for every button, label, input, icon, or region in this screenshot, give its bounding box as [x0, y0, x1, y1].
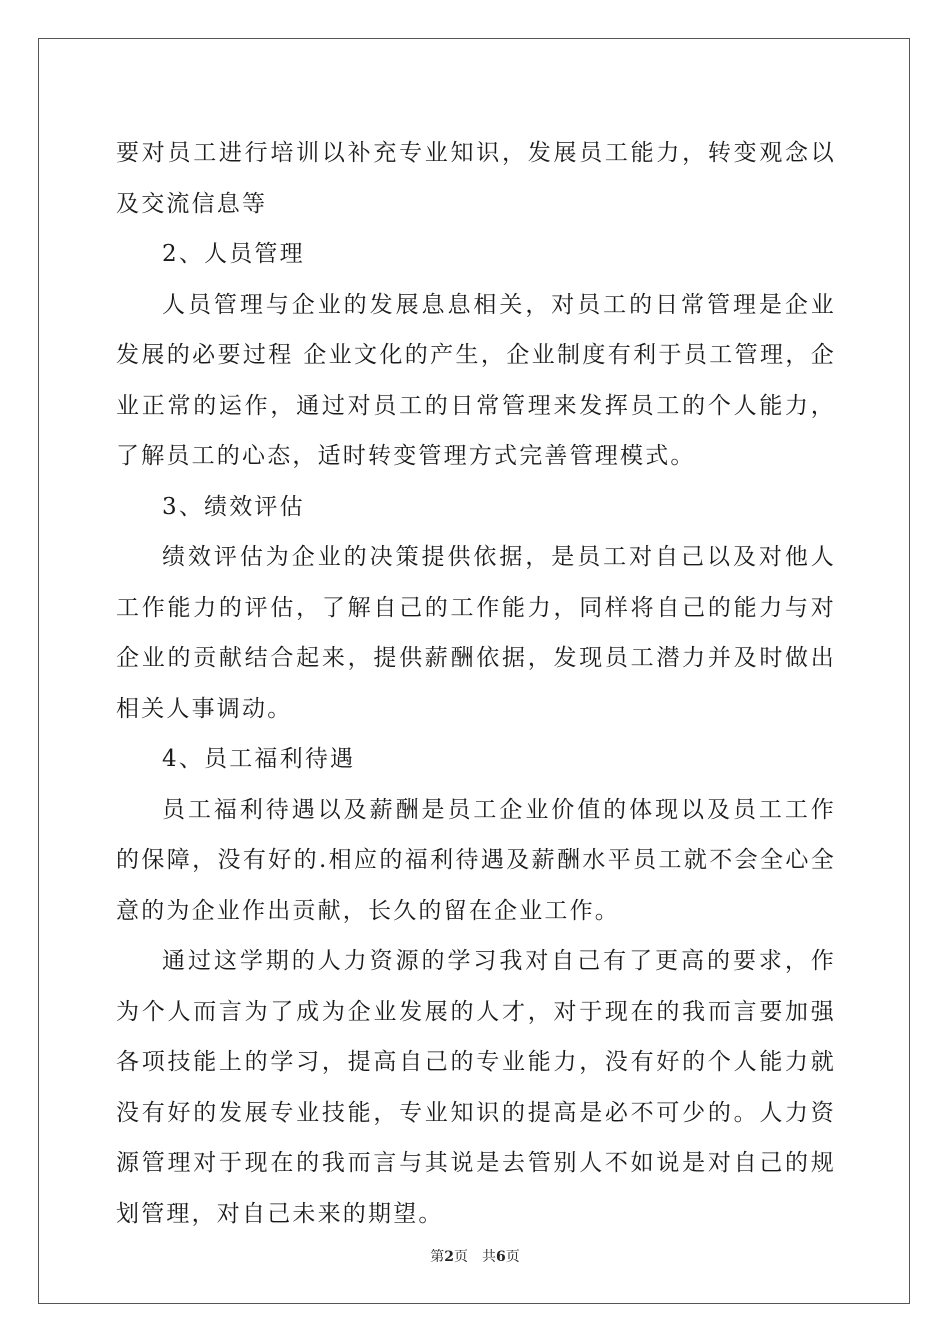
section-heading-personnel-management: 2、人员管理: [162, 241, 305, 267]
total-pages: 6: [496, 1249, 506, 1265]
page-suffix: 页: [454, 1249, 468, 1265]
section-heading-employee-benefits: 4、员工福利待遇: [162, 746, 356, 772]
page-number: 2: [444, 1249, 454, 1265]
section-heading-performance-evaluation: 3、绩效评估: [162, 493, 305, 520]
paragraph-personnel-management: 人员管理与企业的发展息息相关，对员工的日常管理是企业发展的必要过程 企业文化的产生，企业制度有利于员工管理，企业正常的运作，通过对员工的日常管理来发挥员工的个人能力，了解员工的心态，适时转变管理方式完善管理模式。: [116, 291, 836, 469]
paragraph-performance-evaluation: 绩效评估为企业的决策提供依据，是员工对自己以及对他人工作能力的评估，了解自己的工作能力，同样将自己的能力与对企业的贡献结合起来，提供薪酬依据，发现员工潜力并及时做出相关人事调动。: [116, 544, 836, 722]
paragraph-intro-continuation: 要对员工进行培训以补充专业知识，发展员工能力，转变观念以及交流信息等: [116, 140, 836, 217]
total-suffix: 页: [505, 1249, 520, 1265]
total-prefix: 共: [482, 1249, 496, 1265]
paragraph-conclusion: 通过这学期的人力资源的学习我对自己有了更高的要求，作为个人而言为了成为企业发展的人才，对于现在的我而言要加强各项技能上的学习，提高自己的专业能力，没有好的个人能力就没有好的发展专业技能，专业知识的提高是必不可少的。人力资源管理对于现在的我而言与其说是去管别人不如说是对自己的规划管理，对自己未来的期望。: [116, 948, 836, 1227]
document-body: [116, 128, 836, 1239]
paragraph-employee-benefits: 员工福利待遇以及薪酬是员工企业价值的体现以及员工工作的保障，没有好的.相应的福利待遇及薪酬水平员工就不会全心全意的为企业作出贡献，长久的留在企业工作。: [116, 796, 836, 924]
page-prefix: 第: [430, 1249, 445, 1265]
page-footer: [0, 1246, 950, 1266]
